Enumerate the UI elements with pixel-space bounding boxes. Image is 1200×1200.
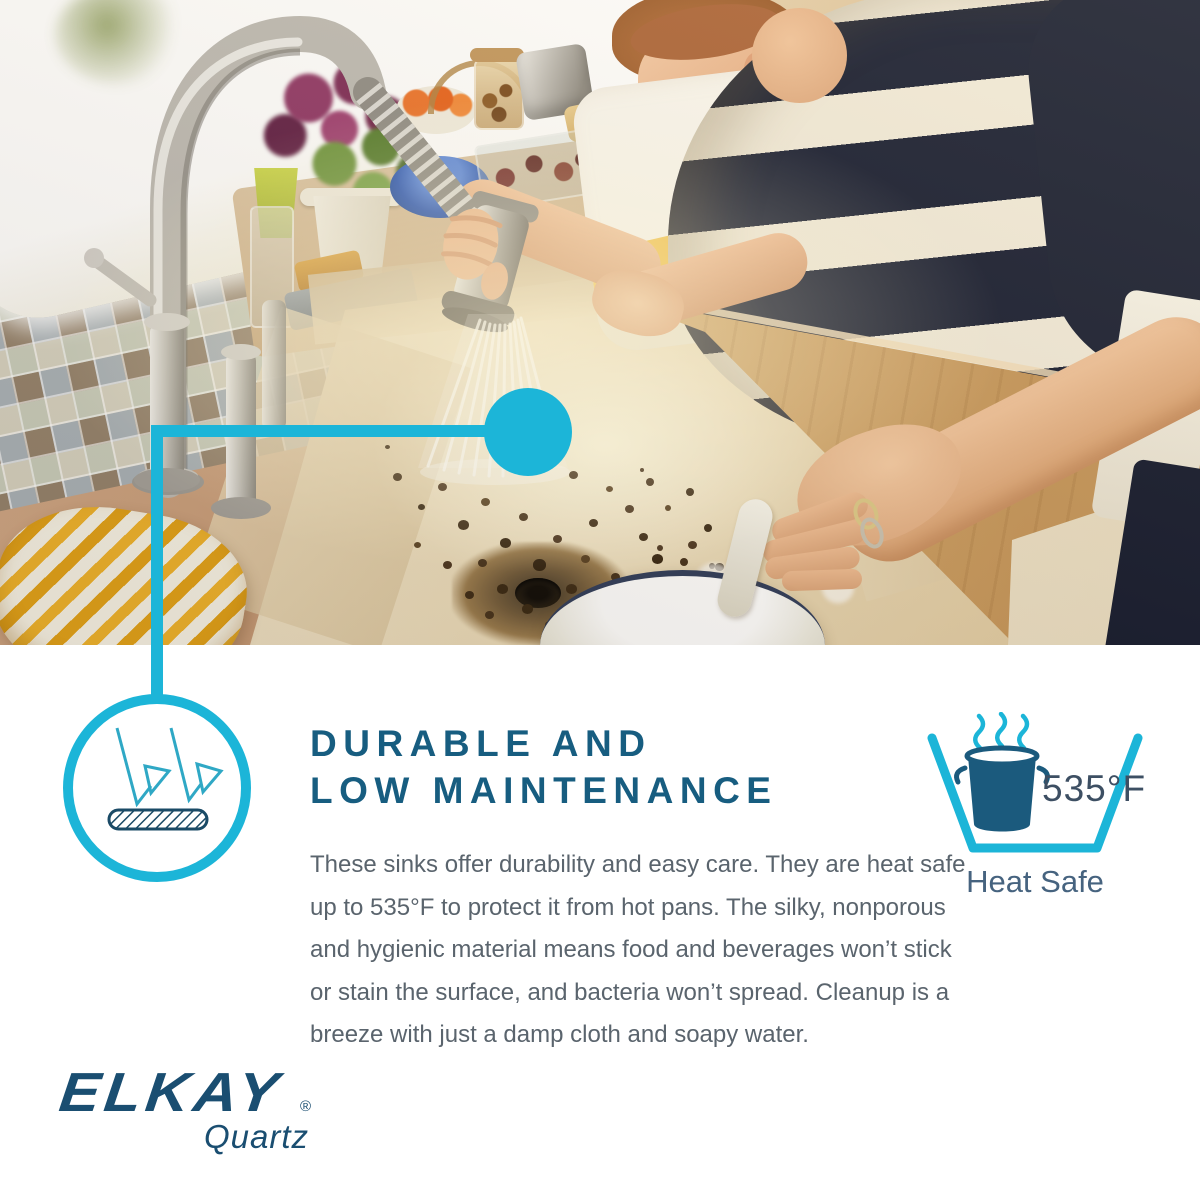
callout-line-vertical bbox=[151, 425, 163, 703]
heading-line-1: DURABLE AND bbox=[310, 723, 652, 764]
brand-logo bbox=[56, 1060, 396, 1170]
heat-safe-label: Heat Safe bbox=[966, 864, 1104, 899]
heat-safe-temperature: 535°F bbox=[1042, 768, 1147, 809]
registered-mark: ® bbox=[300, 1098, 312, 1115]
feature-description: These sinks offer durability and easy care. They are heat safe up to 535°F to protect it from hot pans. The silky, nonporous and hygienic material means food and beverages won’t stick or stain the surface, and bacteria won’t spread. Cleanup is a breeze with just a damp cloth and soapy water. bbox=[310, 851, 966, 1049]
heat-safe-figure bbox=[918, 712, 1152, 922]
callout-dot bbox=[484, 388, 572, 476]
logo-wordmark: ELKAY bbox=[56, 1061, 287, 1123]
logo-product-line: Quartz bbox=[204, 1118, 310, 1155]
deflect-arrows-icon bbox=[87, 718, 227, 858]
durability-badge bbox=[63, 694, 251, 882]
callout-line-horizontal bbox=[151, 425, 496, 437]
heading-line-2: LOW MAINTENANCE bbox=[310, 770, 778, 811]
faucet-coil bbox=[368, 92, 472, 222]
section-heading bbox=[310, 720, 777, 814]
